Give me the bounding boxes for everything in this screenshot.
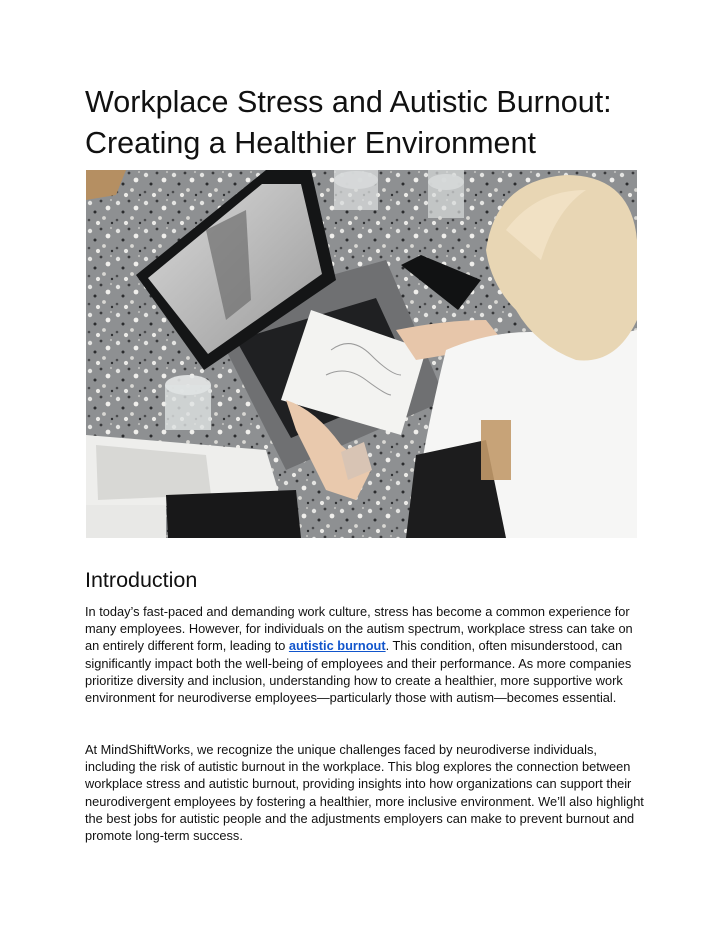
title-line-2: Creating a Healthier Environment [85, 126, 536, 160]
paragraph-1-text-before-link: In today’s fast-paced and demanding work culture, stress has become a common experience for many employees. However, for individuals on the autism spectrum, workplace stress can take on an entirely different form, leading to [85, 604, 633, 654]
section-heading-introduction: Introduction [85, 568, 198, 592]
hero-image [86, 170, 637, 538]
intro-paragraph-2: At MindShiftWorks, we recognize the unique challenges faced by neurodiverse individuals, including the risk of autistic burnout in the workplace. This blog explores the connection between workplace stress and autistic burnout, providing insights into how organizations can support their neurodivergent employees by fostering a healthier, more inclusive environment. We’ll also highlight the best jobs for autistic people and the adjustments employers can make to prevent burnout and promote long-term success. [85, 742, 644, 844]
autistic-burnout-link[interactable]: autistic burnout [288, 638, 386, 654]
title-line-1: Workplace Stress and Autistic Burnout: [85, 85, 612, 119]
page-title [85, 82, 645, 164]
photo-woman-laptop-paper-icon [86, 170, 637, 538]
intro-paragraph-1 [85, 603, 645, 706]
paragraph-1-text-after-link: . This condition, often misunderstood, can significantly impact both the well-being of employees and their performance. As more companies prioritize diversity and inclusion, understanding how to create a healthier, more supportive work environment for neurodiverse employees—particularly those with autism—becomes essential. [85, 638, 632, 706]
